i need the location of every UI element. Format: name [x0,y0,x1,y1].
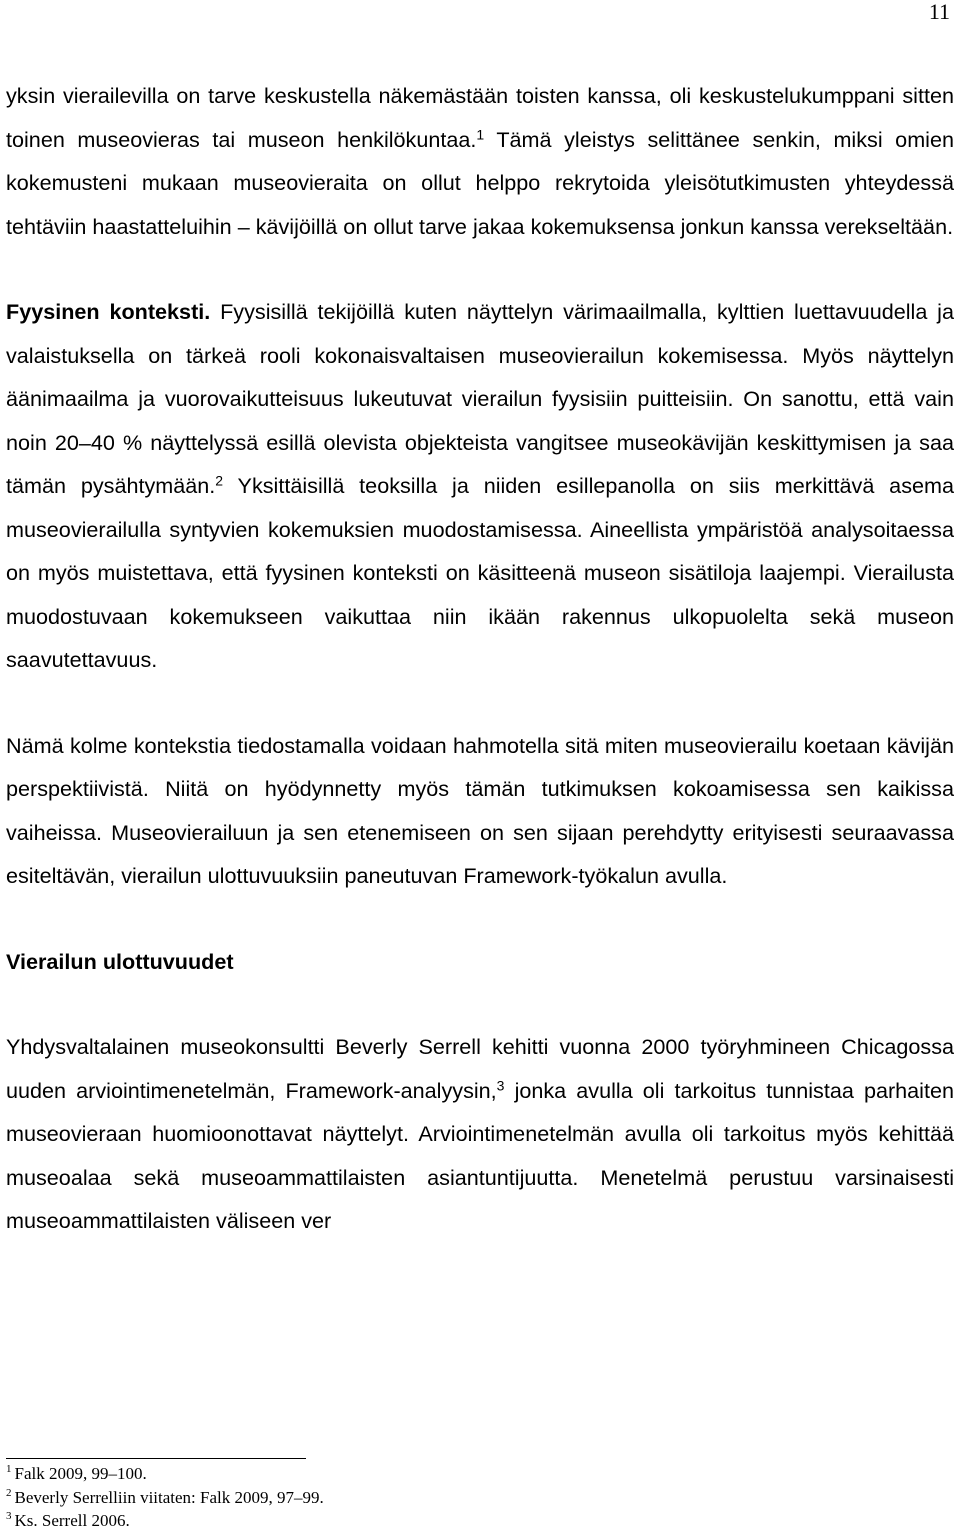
paragraph-text: Yksittäisillä teoksilla ja niiden esillepanolla on siis merkittävä asema museovierailulla syntyvien kokemuksien muodostamisessa. Aineellista ympäristöä analysoitaessa on myös muistettava, että fyysinen konteksti on käsitteenä museon sisätiloja laajempi. Vierailusta muodostuvaan kokemukseen vaikuttaa niin ikään rakennus ulkopuolelta sekä museon saavutettavuus. [6,473,954,672]
footnote-number: 3 [6,1510,12,1523]
footnote-ref-1[interactable]: 1 [476,125,485,142]
footnotes [6,1462,324,1533]
paragraph-text: Yhdysvaltalainen museokonsultti Beverly Serrell kehitti vuonna 2000 työryhmineen Chicagossa uuden arviointimenetelmän, Framework-analyysin, [6,1034,954,1103]
paragraph-text: yksin vierailevilla on tarve keskustella näkemästään toisten kanssa, oli keskustelukumppani sitten toinen museovieras tai museon henkilökuntaa. [6,83,954,152]
paragraph-lead-heading: Fyysinen konteksti. [6,299,211,324]
footnote-3 [6,1509,324,1533]
footnote-2 [6,1486,324,1510]
page-number: 11 [928,0,950,24]
paragraph-text: jonka avulla oli tarkoitus tunnistaa parhaiten museovieraan huomioonottavat näyttelyt. Arviointimenetelmän avulla oli tarkoitus myös kehittää museoalaa sekä museoammattilaisten asiantuntijuutta. Menetelmä perustuu varsinaisesti museoammattilaisten väliseen ver [6,1077,954,1233]
paragraph-text: Fyysisillä tekijöillä kuten näyttelyn värimaailmalla, kylttien luettavuudella ja valaistuksella on tärkeä rooli kokonaisvaltaisen museovierailun kokemisessa. Myös näyttelyn äänimaailma ja vuorovaikutteisuus lukeutuvat vierailun fyysisiin puitteisiin. On sanottu, että vain noin 20–40 % näyttelyssä esillä olevista objekteista vangitsee museokävijän keskittymisen ja saa tämän pysähtymään. [6,299,954,498]
paragraph-social-context [6,74,954,248]
footnote-1 [6,1462,324,1486]
paragraph-contexts-summary [6,724,954,898]
footnote-ref-3[interactable]: 3 [496,1076,505,1093]
paragraph-physical-context [6,290,954,682]
paragraph-text: Tämä yleistys selittänee senkin, miksi omien kokemusteni mukaan museovieraita on ollut helppo rekrytoida yleisötutkimusten yhteydessä tehtäviin haastatteluihin – kävijöillä on ollut tarve jakaa kokemuksensa jonkun kanssa verekseltään. [6,126,954,239]
footnote-text: Falk 2009, 99–100. [14,1464,147,1483]
footnote-ref-2[interactable]: 2 [215,472,224,489]
paragraph-framework [6,1025,954,1243]
body-text [6,74,954,1243]
footnote-text: Ks. Serrell 2006. [14,1511,130,1530]
footnote-text: Beverly Serrelliin viitaten: Falk 2009, 97–99. [14,1487,324,1507]
footnote-separator [6,1458,306,1459]
section-heading: Vierailun ulottuvuudet [6,948,234,974]
paragraph-text: Nämä kolme kontekstia tiedostamalla voidaan hahmotella sitä miten museovierailu koetaan kävijän perspektiivistä. Niitä on hyödynnetty myös tämän tutkimuksen kokoamisessa sen kaikissa vaiheissa. Museovierailuun ja sen etenemiseen on sen sijaan perehdytty erityisesti seuraavassa esiteltävän, vierailun ulottuvuuksiin paneutuvan Framework-työkalun avulla. [6,732,954,888]
footnote-number: 1 [6,1463,12,1476]
footnote-number: 2 [6,1486,12,1499]
